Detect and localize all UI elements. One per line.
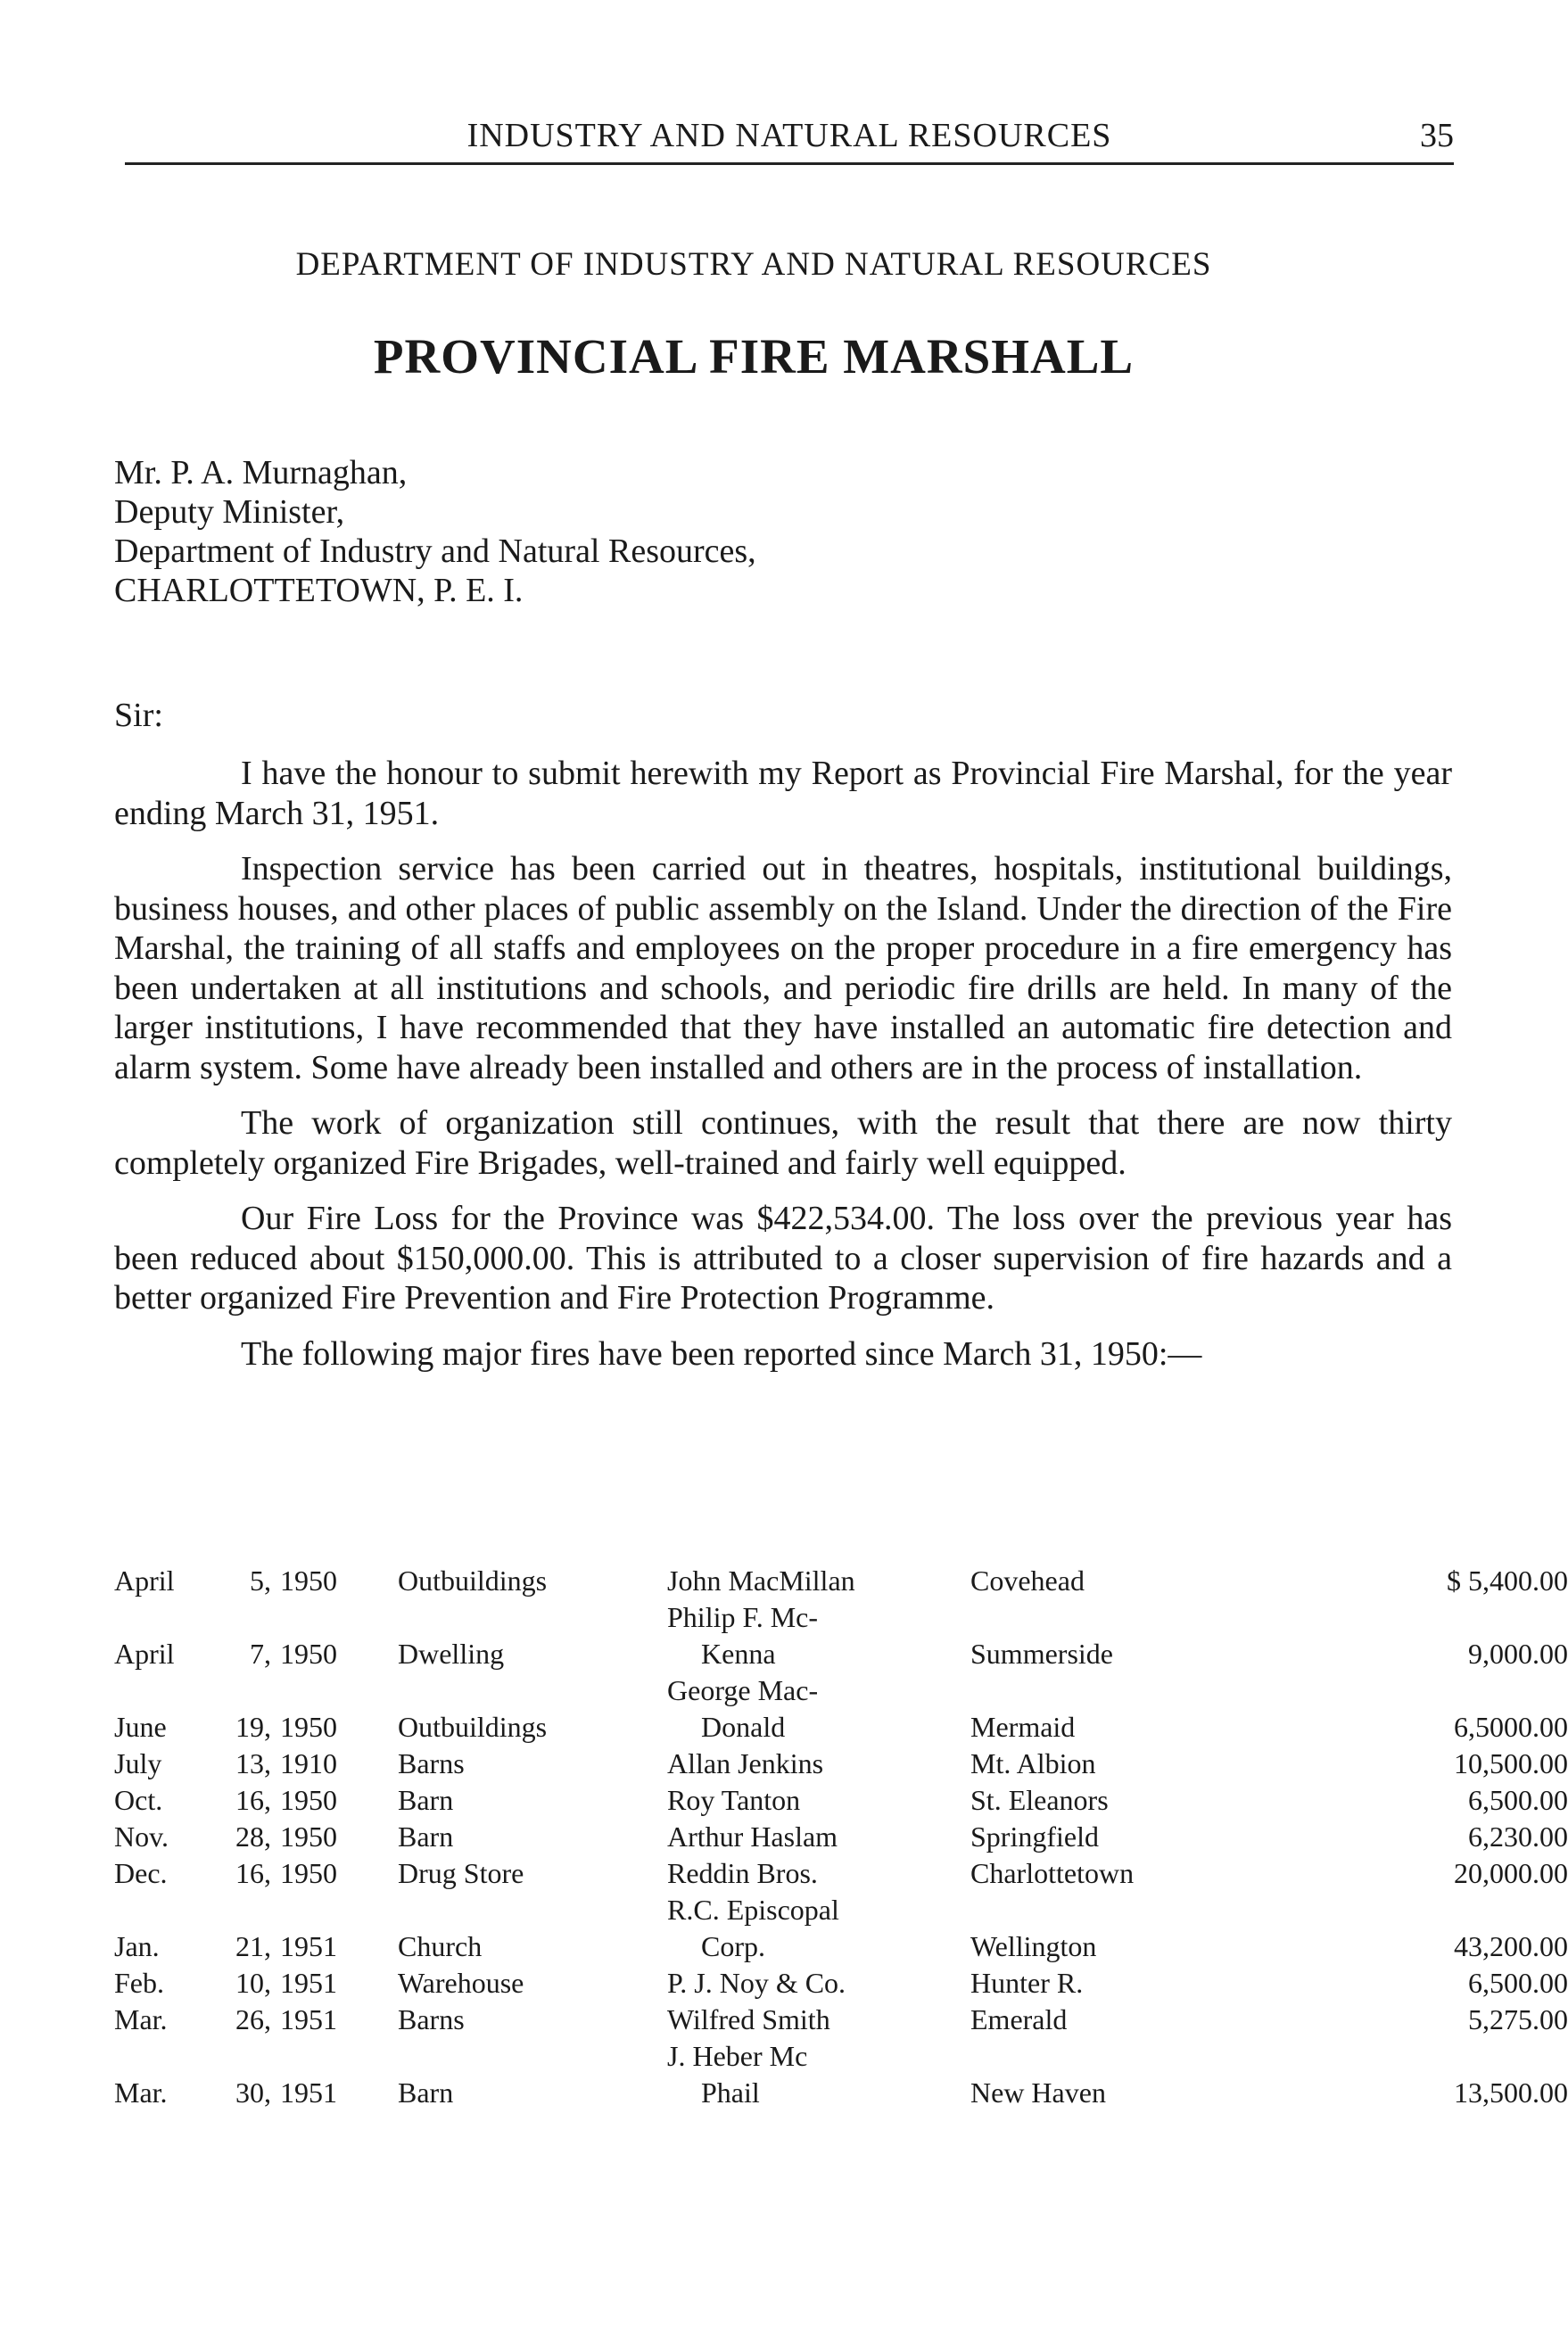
fire-owner: Phail xyxy=(701,2076,760,2109)
paragraph: The work of organization still continues, with the result that there are now thirty completely organized Fire Brigades, well-trained and fairly well equipped. xyxy=(114,1104,1452,1182)
department-heading: DEPARTMENT OF INDUSTRY AND NATURAL RESOURCES xyxy=(295,246,1212,283)
fire-building-type: Barn xyxy=(398,1784,454,1816)
fire-owner-line1: George Mac- xyxy=(667,1674,819,1706)
fire-year: 1951 xyxy=(280,2076,337,2109)
fire-day: 26, xyxy=(235,2003,271,2035)
fire-month: Nov. xyxy=(114,1820,169,1853)
fire-day: 28, xyxy=(235,1820,271,1853)
fire-day: 7, xyxy=(250,1638,271,1670)
fire-year: 1950 xyxy=(280,1711,337,1743)
fire-owner: John MacMillan xyxy=(667,1564,855,1597)
fire-year: 1910 xyxy=(280,1747,337,1779)
paragraph: Inspection service has been carried out in theatres, hospitals, institutional buildings, business houses, and other places of public assembly on the Island. Under the direction of the Fire Marshal, the training of all staffs and employees on the proper procedure in a fire emergency has been undertaken at all institutions and schools, and periodic fire drills are held. In many of the larger institutions, I have recommended that they have installed an automatic fire detection and alarm system. Some have already been installed and others are in the process of installation. xyxy=(114,850,1452,1086)
fire-year: 1950 xyxy=(280,1564,337,1597)
fire-year: 1951 xyxy=(280,2003,337,2035)
fire-building-type: Outbuildings xyxy=(398,1711,548,1743)
paragraph: I have the honour to submit herewith my Report as Provincial Fire Marshal, for the year ending March 31, 1951. xyxy=(114,755,1452,832)
fire-location: Emerald xyxy=(970,2003,1068,2035)
fire-owner: Kenna xyxy=(701,1638,776,1670)
fire-location: St. Eleanors xyxy=(970,1784,1109,1816)
fire-building-type: Barns xyxy=(398,1747,465,1779)
fire-location: Hunter R. xyxy=(970,1967,1084,1999)
fire-location: Mt. Albion xyxy=(970,1747,1096,1779)
fire-month: July xyxy=(114,1747,162,1779)
fire-day: 5, xyxy=(250,1564,271,1597)
fire-location: Springfield xyxy=(970,1820,1099,1853)
paragraph: The following major fires have been reported since March 31, 1950:— xyxy=(241,1334,1202,1373)
fire-day: 16, xyxy=(235,1784,271,1816)
address-line: Mr. P. A. Murnaghan, xyxy=(114,454,408,491)
fire-building-type: Dwelling xyxy=(398,1638,505,1670)
fire-day: 21, xyxy=(235,1930,271,1962)
fire-loss: 13,500.00 xyxy=(1454,2076,1568,2109)
fire-year: 1950 xyxy=(280,1857,337,1889)
fire-month: April xyxy=(114,1564,175,1597)
fire-owner: Reddin Bros. xyxy=(667,1857,818,1889)
fire-owner-line1: R.C. Episcopal xyxy=(667,1894,839,1926)
fire-loss: 6,230.00 xyxy=(1468,1820,1568,1853)
fire-day: 19, xyxy=(235,1711,271,1743)
fire-building-type: Drug Store xyxy=(398,1857,524,1889)
fire-month: Mar. xyxy=(114,2003,168,2035)
fire-loss: 9,000.00 xyxy=(1468,1638,1568,1670)
paragraph: Our Fire Loss for the Province was $422,534.00. The loss over the previous year has been reduced about $150,000.00. This is attributed to a closer supervision of fire hazards and a better organized Fire Prevention and Fire Protection Programme. xyxy=(114,1200,1452,1317)
fire-loss: 10,500.00 xyxy=(1454,1747,1568,1779)
address-line: Deputy Minister, xyxy=(114,493,345,531)
section-title: PROVINCIAL FIRE MARSHALL xyxy=(373,329,1135,384)
fire-location: Summerside xyxy=(970,1638,1113,1670)
fire-month: Jan. xyxy=(114,1930,160,1962)
fire-month: June xyxy=(114,1711,167,1743)
fire-location: Wellington xyxy=(970,1930,1097,1962)
page-number: 35 xyxy=(1420,117,1454,154)
fire-owner: Allan Jenkins xyxy=(667,1747,824,1779)
fire-owner: Roy Tanton xyxy=(667,1784,801,1816)
running-header xyxy=(125,109,1454,165)
fire-day: 16, xyxy=(235,1857,271,1889)
fire-owner: Corp. xyxy=(701,1930,765,1962)
fire-owner-line1: Philip F. Mc- xyxy=(667,1601,819,1633)
fire-year: 1951 xyxy=(280,1930,337,1962)
fire-location: Charlottetown xyxy=(970,1857,1135,1889)
fire-loss: 6,500.00 xyxy=(1468,1784,1568,1816)
fire-day: 30, xyxy=(235,2076,271,2109)
fire-day: 13, xyxy=(235,1747,271,1779)
fire-year: 1950 xyxy=(280,1784,337,1816)
address-line: Department of Industry and Natural Resources, xyxy=(114,532,756,570)
fire-month: April xyxy=(114,1638,175,1670)
fire-building-type: Church xyxy=(398,1930,483,1962)
fire-owner: Wilfred Smith xyxy=(667,2003,830,2035)
fire-year: 1950 xyxy=(280,1638,337,1670)
fire-loss: 5,275.00 xyxy=(1468,2003,1568,2035)
fire-loss: 43,200.00 xyxy=(1454,1930,1568,1962)
fire-loss: 6,500.00 xyxy=(1468,1967,1568,1999)
fire-building-type: Barns xyxy=(398,2003,465,2035)
fire-owner: Arthur Haslam xyxy=(667,1820,838,1853)
fire-owner: Donald xyxy=(701,1711,786,1743)
running-title: INDUSTRY AND NATURAL RESOURCES xyxy=(466,117,1112,154)
fire-year: 1950 xyxy=(280,1820,337,1853)
fire-loss: $ 5,400.00 xyxy=(1447,1564,1568,1597)
fire-month: Mar. xyxy=(114,2076,168,2109)
fire-building-type: Barn xyxy=(398,2076,454,2109)
fire-building-type: Warehouse xyxy=(398,1967,524,1999)
fire-month: Dec. xyxy=(114,1857,168,1889)
fire-day: 10, xyxy=(235,1967,271,1999)
fire-owner: P. J. Noy & Co. xyxy=(667,1967,846,1999)
address-line: CHARLOTTETOWN, P. E. I. xyxy=(114,572,524,609)
fire-location: New Haven xyxy=(970,2076,1106,2109)
fire-location: Covehead xyxy=(970,1564,1085,1597)
fire-owner-line1: J. Heber Mc xyxy=(667,2040,808,2072)
fire-building-type: Barn xyxy=(398,1820,454,1853)
salutation: Sir: xyxy=(114,697,163,734)
address-block xyxy=(114,453,756,610)
fire-month: Oct. xyxy=(114,1784,163,1816)
fire-loss: 6,5000.00 xyxy=(1454,1711,1568,1743)
fire-building-type: Outbuildings xyxy=(398,1564,548,1597)
fire-location: Mermaid xyxy=(970,1711,1076,1743)
fire-month: Feb. xyxy=(114,1967,164,1999)
fire-year: 1951 xyxy=(280,1967,337,1999)
fire-loss: 20,000.00 xyxy=(1454,1857,1568,1889)
report-body xyxy=(114,754,1452,1390)
